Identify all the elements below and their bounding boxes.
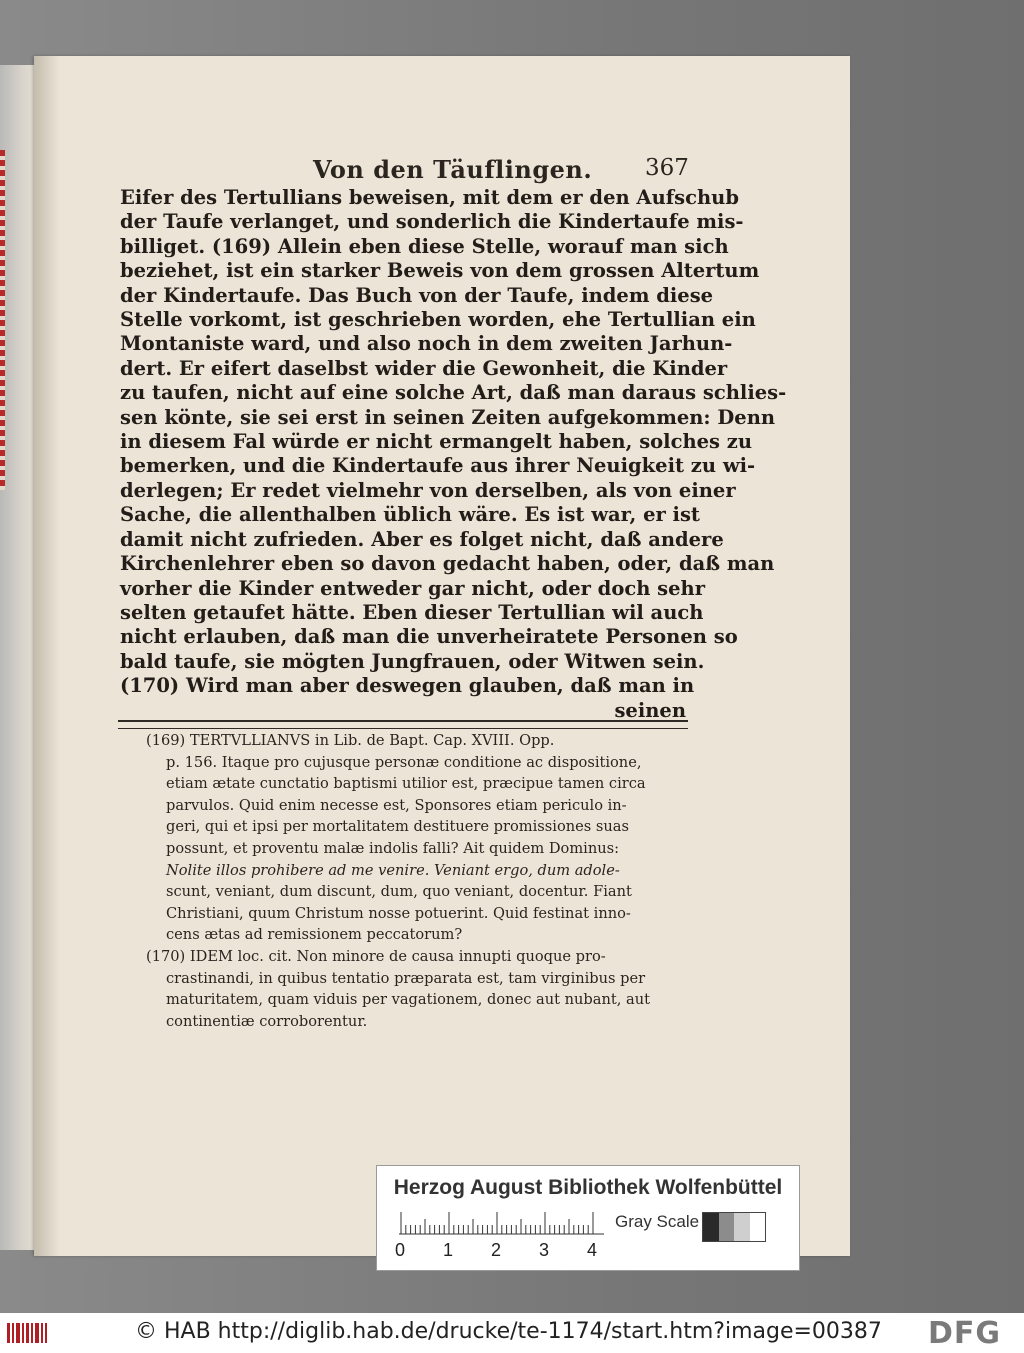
scale-number: 2 bbox=[490, 1240, 501, 1260]
footnote-line: (170) IDEM loc. cit. Non minore de causa innupti quoque pro- bbox=[146, 947, 606, 965]
text-line: vorher die Kinder entweder gar nicht, oder doch sehr bbox=[120, 576, 705, 600]
text-line: (170) Wird man aber deswegen glauben, daß man in bbox=[120, 674, 695, 698]
text-line: Eifer des Tertullians beweisen, mit dem er den Aufschub bbox=[120, 186, 739, 209]
dfg-logo: DFG bbox=[928, 1316, 1002, 1351]
scale-number: 1 bbox=[442, 1240, 453, 1260]
text-line: bald taufe, sie mögten Jungfrauen, oder Witwen sein. bbox=[120, 649, 705, 673]
hab-barcode-icon bbox=[6, 1320, 48, 1346]
footnote-line: geri, qui et ipsi per mortalitatem destituere promissiones suas bbox=[166, 818, 629, 836]
main-text-block bbox=[120, 186, 787, 723]
gray-swatch bbox=[719, 1213, 735, 1241]
text-line: billiget. (169) Allein eben diese Stelle, worauf man sich bbox=[120, 234, 729, 258]
footnote-line: possunt, et proventu malæ indolis falli? Ait quidem Dominus: bbox=[166, 839, 620, 857]
text-line: in diesem Fal würde er nicht ermangelt haben, solches zu bbox=[120, 430, 753, 454]
text-line: Montaniste ward, und also noch in dem zweiten Jarhun- bbox=[120, 332, 733, 356]
footnote-line: etiam ætate cunctatio baptismi utilior est, præcipue tamen circa bbox=[166, 775, 646, 793]
library-name: Herzog August Bibliothek Wolfenbüttel bbox=[393, 1176, 783, 1199]
text-line: der Taufe verlanget, und sonderlich die Kindertaufe mis- bbox=[120, 210, 744, 234]
text-line: beziehet, ist ein starker Beweis von dem grossen Altertum bbox=[120, 259, 760, 283]
footnote-rule bbox=[118, 720, 688, 729]
scale-numbers bbox=[393, 1240, 613, 1262]
copyright-url[interactable]: © HAB http://diglib.hab.de/drucke/te-1174/start.htm?image=00387 bbox=[135, 1319, 882, 1344]
scale-number: 3 bbox=[538, 1240, 549, 1260]
scale-number: 4 bbox=[586, 1240, 597, 1260]
library-color-chart bbox=[376, 1165, 800, 1271]
footnote-line: maturitatem, quam viduis per vagationem, donec aut nubant, aut bbox=[166, 991, 650, 1009]
text-line: selten getaufet hätte. Eben dieser Tertullian wil auch bbox=[120, 600, 704, 624]
footnote-line: cens ætas ad remissionem peccatorum? bbox=[166, 926, 463, 944]
text-line: zu taufen, nicht auf eine solche Art, daß man daraus schlies- bbox=[120, 381, 787, 405]
gray-swatch bbox=[703, 1213, 719, 1241]
text-line: nicht erlauben, daß man die unverheiratete Personen so bbox=[120, 625, 738, 649]
footnote-line: (169) TERTVLLIANVS in Lib. de Bapt. Cap. XVIII. Opp. bbox=[146, 732, 555, 749]
facing-page-edge bbox=[0, 65, 38, 1250]
footnote-line: scunt, veniant, dum discunt, dum, quo veniant, docentur. Fiant bbox=[166, 883, 632, 901]
scale-ruler bbox=[399, 1211, 604, 1235]
text-line: sen könte, sie sei erst in seinen Zeiten aufgekommen: Denn bbox=[120, 405, 776, 429]
gray-scale-label: Gray Scale bbox=[615, 1212, 700, 1231]
book-spine bbox=[0, 150, 5, 490]
gray-scale-swatches bbox=[702, 1212, 766, 1242]
page-number: 367 bbox=[645, 155, 689, 181]
gray-swatch bbox=[734, 1213, 750, 1241]
text-line: derlegen; Er redet vielmehr von derselben, als von einer bbox=[120, 478, 736, 502]
footnote-line: Nolite illos prohibere ad me venire. Veniant ergo, dum adole- bbox=[166, 861, 620, 879]
footnote-line: parvulos. Quid enim necesse est, Sponsores etiam periculo in- bbox=[166, 796, 627, 814]
footnote-line: crastinandi, in quibus tentatio præparata est, tam virginibus per bbox=[166, 969, 646, 987]
text-line: Kirchenlehrer eben so davon gedacht haben, oder, daß man bbox=[120, 552, 775, 576]
text-line: damit nicht zufrieden. Aber es folget nicht, daß andere bbox=[120, 527, 724, 551]
gray-swatch bbox=[750, 1213, 766, 1241]
viewer-footer bbox=[0, 1313, 1024, 1353]
footnote-line: p. 156. Itaque pro cujusque personæ conditione ac dispositione, bbox=[166, 753, 642, 771]
catchword: seinen bbox=[614, 698, 686, 722]
footnote-line: Christiani, quum Christum nosse potuerint. Quid festinat inno- bbox=[166, 904, 631, 922]
text-line: dert. Er eifert daselbst wider die Gewonheit, die Kinder bbox=[120, 356, 728, 380]
text-line: bemerken, und die Kindertaufe aus ihrer Neuigkeit zu wi- bbox=[120, 454, 756, 478]
text-line: Stelle vorkomt, ist geschrieben worden, ehe Tertullian ein bbox=[120, 308, 756, 332]
text-line: Sache, die allenthalben üblich wäre. Es ist war, er ist bbox=[120, 503, 700, 527]
scale-number: 0 bbox=[394, 1240, 405, 1260]
text-line: der Kindertaufe. Das Buch von der Taufe, indem diese bbox=[120, 283, 714, 307]
running-head: Von den Täuflingen. bbox=[313, 155, 593, 184]
footnotes-block bbox=[146, 730, 676, 1032]
footnote-line: continentiæ corroborentur. bbox=[166, 1012, 368, 1030]
